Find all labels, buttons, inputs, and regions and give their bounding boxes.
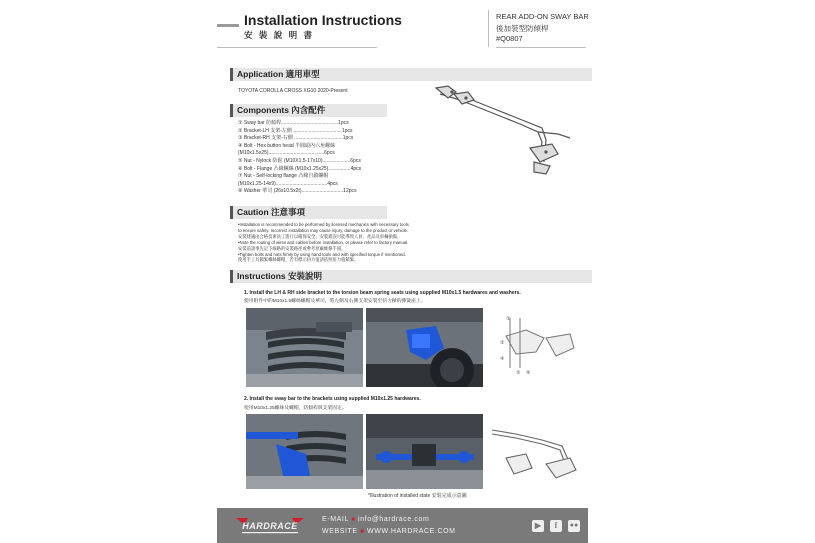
email-bullet-icon: ■	[351, 517, 356, 523]
step-1-diagram	[486, 308, 584, 387]
email-value: info@hardrace.com	[358, 516, 430, 523]
hardrace-logo	[232, 514, 308, 536]
wechat-icon[interactable]: ●●	[568, 520, 580, 532]
part-number: #Q0807	[496, 34, 523, 43]
header-accent-bar	[217, 24, 239, 27]
website-bullet-icon: ■	[360, 529, 365, 535]
component-item: ① Sway bar 防傾桿.........................................1pcs	[238, 120, 349, 126]
step-2-photo-left	[246, 414, 363, 489]
callout-label: ④	[500, 356, 505, 362]
caution-line: to ensure safety. Incorrect installation may cause injury, damage to the product or vehicle.	[238, 227, 409, 233]
components-list	[238, 120, 361, 196]
email-label: E-MAIL	[322, 516, 349, 523]
component-item: ⑧ Washer 華司 (26x10.5x2t)..............................12pcs	[238, 188, 357, 195]
component-item: ③ Bracket-RH 支架-右側 ...................................1pcs	[238, 135, 354, 142]
caution-line: •Installation is recommended to be performed by licensed mechanics with necessary tools	[238, 222, 409, 227]
brand-name: HARDRACE	[242, 521, 298, 531]
application-heading: Application 適用車型	[230, 68, 592, 81]
step-1-photo-middle	[366, 308, 483, 387]
callout-label: ⑤	[516, 370, 521, 376]
component-item: (M10x1.25-14x9).....................................4pcs	[238, 180, 338, 187]
youtube-icon[interactable]: ▶	[532, 520, 544, 532]
page-subtitle: 安 裝 說 明 書	[244, 30, 314, 40]
caution-line: •Note the routing of wires and cables before installation, or please refer to factory manual.	[238, 239, 409, 245]
component-item: ④ Bolt - Hex button head 半圓頭內六角螺絲	[238, 142, 336, 149]
footer-website[interactable]	[322, 528, 456, 535]
product-name-zh: 後加裝型防傾桿	[496, 24, 549, 33]
header-divider	[488, 10, 489, 47]
website-label: WEBSITE	[322, 528, 358, 535]
callout-label: ①	[506, 316, 511, 322]
component-item: ⑦ Nut - Self-locking flange 凸緣自鎖螺帽	[238, 173, 329, 180]
caution-line: 安裝建議由合格技術員工進行以確保安全，安裝錯誤可能導致人員、產品及車輛損傷。	[238, 233, 402, 239]
step-1-text: 1. Install the LH & RH side bracket to the torsion beam spring seats using supplied M10x1.5 hardwares and washers.	[244, 290, 521, 296]
footer-email[interactable]	[322, 516, 429, 523]
caution-line: 安裝前請事先記下線路的安裝路徑或參考原廠維修手冊。	[238, 245, 346, 251]
header-right-rule	[496, 47, 586, 48]
page-title: Installation Instructions	[244, 12, 402, 28]
installed-caption: *Illustration of installed state 安裝完成示意圖	[368, 493, 467, 499]
step-2-diagram	[486, 414, 584, 489]
step-1-photo-left	[246, 308, 363, 387]
header-rule	[217, 47, 377, 48]
facebook-icon[interactable]: f	[550, 520, 562, 532]
caution-heading: Caution 注意事項	[230, 206, 387, 219]
callout-label: ②	[500, 340, 505, 346]
sway-bar-illustration	[430, 82, 580, 182]
website-value: WWW.HARDRACE.COM	[367, 528, 456, 535]
application-vehicle: TOYOTA COROLLA CROSS XG10 2020-Present	[238, 88, 348, 94]
component-item: ② Bracket-LH 支架-左側 ...................................1pcs	[238, 127, 353, 134]
instructions-heading: Instructions 安裝說明	[230, 270, 592, 283]
callout-label: ⑧	[526, 370, 531, 376]
caution-list	[238, 222, 409, 263]
components-heading: Components 內含配件	[230, 104, 387, 117]
component-item: (M10x1.5x25)........................................6pcs	[238, 150, 335, 157]
product-name: REAR ADD-ON SWAY BAR	[496, 12, 589, 21]
caution-line: 使用手工具鎖緊螺絲螺帽，若有標示扭力值請依照扭力值鎖緊。	[238, 257, 359, 263]
step-1-text-zh: 使用附件中的M10x1.5螺絲螺帽及華司，將左側及右側支架安裝至扭力樑的彈簧座上。	[244, 299, 426, 304]
component-item: ⑤ Nut - Nylock 防鬆 (M10X1.5-17x10)....................6pcs	[238, 157, 361, 164]
caution-line: •Tighten bolts and nuts firmly by using hand tools and with specified torque if mentioned.	[238, 251, 406, 257]
step-2-text: 2. Install the sway bar to the brackets using supplied M10x1.25 hardwares.	[244, 396, 421, 402]
step-2-photo-middle	[366, 414, 483, 489]
component-item: ⑥ Bolt - Flange 凸緣螺絲 (M10x1.25x25)................4pcs	[238, 165, 362, 172]
step-2-text-zh: 使用M10x1.25螺絲及螺帽，防傾桿與支架固定。	[244, 406, 347, 411]
